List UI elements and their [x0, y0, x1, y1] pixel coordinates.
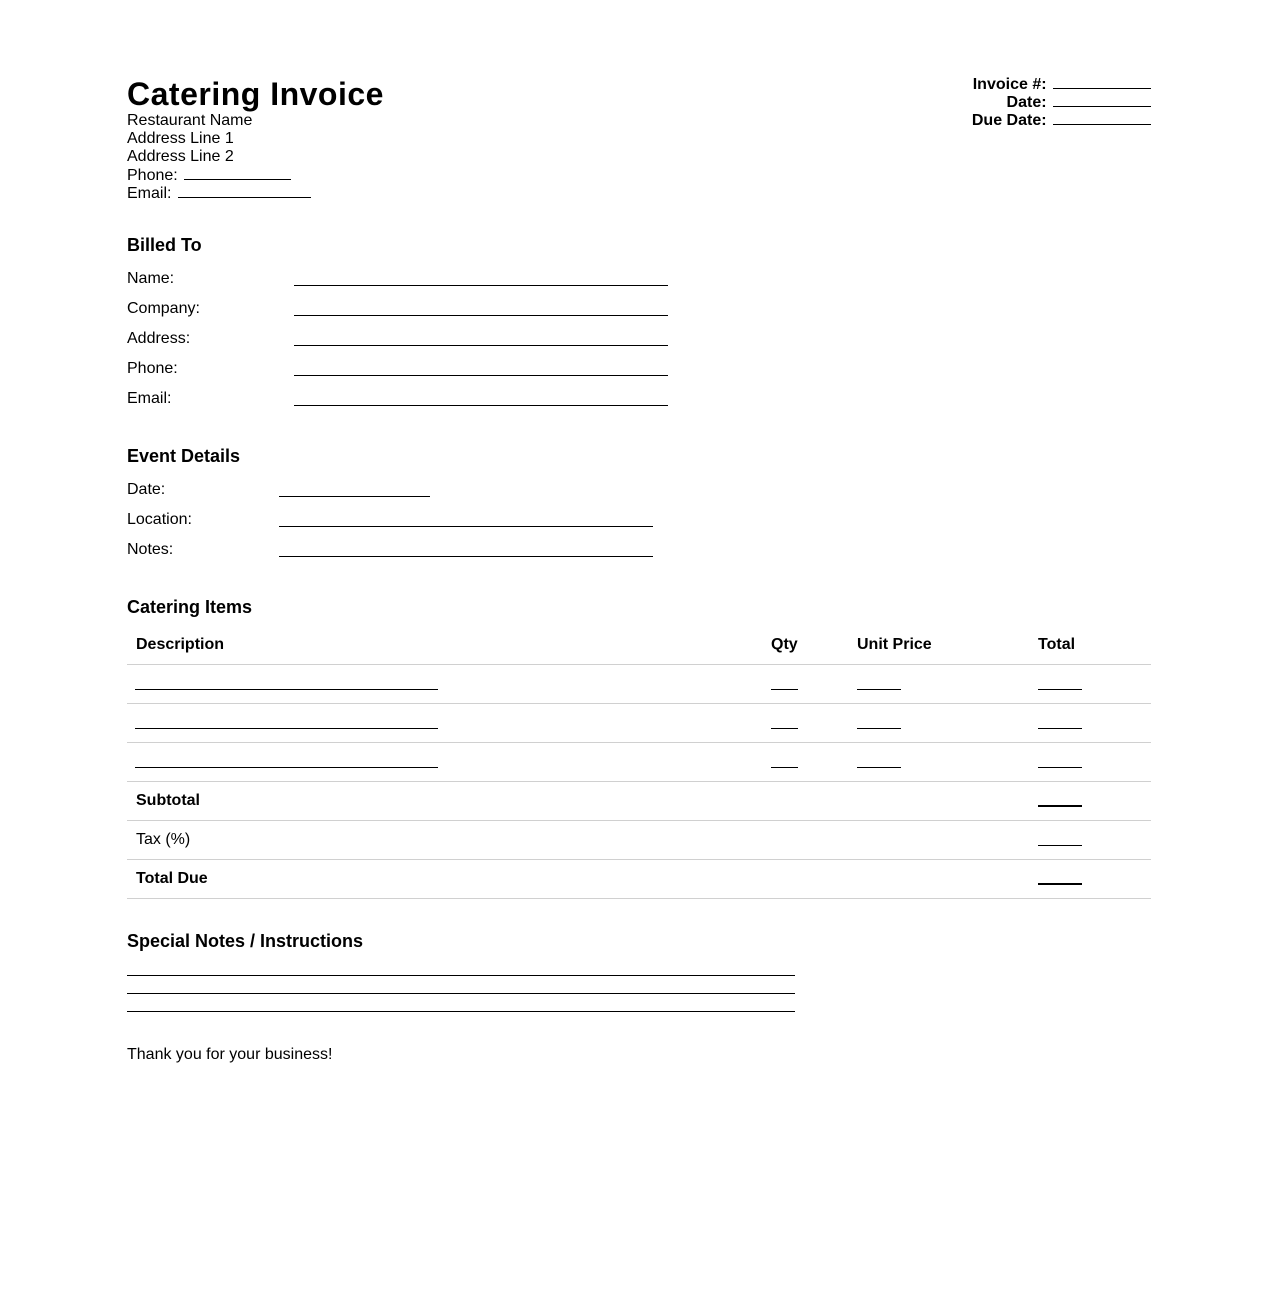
tax-field[interactable] [1038, 845, 1082, 846]
item-description-field[interactable] [135, 728, 438, 729]
event-date-field[interactable] [279, 496, 430, 497]
due-date-label: Due Date: [971, 112, 1047, 129]
invoice-date-field[interactable] [1053, 93, 1151, 107]
billed-email-field[interactable] [294, 405, 668, 406]
address-line-2: Address Line 2 [127, 148, 234, 165]
thank-you-message: Thank you for your business! [127, 1046, 333, 1063]
restaurant-email-row [127, 184, 311, 203]
total-due-field[interactable] [1038, 883, 1082, 885]
billed-company-label: Company: [127, 300, 200, 317]
event-date-label: Date: [127, 481, 166, 498]
phone-field[interactable] [184, 166, 291, 180]
subtotal-label: Subtotal [136, 792, 200, 809]
invoice-title: Catering Invoice [127, 76, 384, 112]
event-details-heading: Event Details [127, 446, 241, 466]
invoice-date-label: Date: [1006, 94, 1047, 111]
billed-phone-label: Phone: [127, 360, 178, 377]
table-divider [127, 742, 1151, 743]
billed-company-field[interactable] [294, 315, 668, 316]
billed-name-label: Name: [127, 270, 175, 287]
item-total-field[interactable] [1038, 689, 1082, 690]
total-due-label: Total Due [136, 870, 208, 887]
invoice-number-label: Invoice #: [972, 76, 1047, 93]
billed-address-field[interactable] [294, 345, 668, 346]
special-notes-line-2[interactable] [127, 993, 795, 994]
due-date-row [972, 111, 1151, 130]
special-notes-heading: Special Notes / Instructions [127, 931, 364, 951]
invoice-number-field[interactable] [1053, 75, 1151, 89]
item-description-field[interactable] [135, 689, 438, 690]
phone-label: Phone: [127, 167, 178, 184]
invoice-date-row [1007, 93, 1151, 112]
column-header-unit-price: Unit Price [857, 636, 932, 653]
column-header-description: Description [136, 636, 225, 653]
billed-address-label: Address: [127, 330, 191, 347]
item-qty-field[interactable] [771, 728, 798, 729]
item-description-field[interactable] [135, 767, 438, 768]
address-line-1: Address Line 1 [127, 130, 234, 147]
item-qty-field[interactable] [771, 689, 798, 690]
item-unit-price-field[interactable] [857, 689, 901, 690]
event-notes-field[interactable] [279, 556, 653, 557]
email-label: Email: [127, 185, 172, 202]
restaurant-phone-row [127, 166, 291, 185]
restaurant-name: Restaurant Name [127, 112, 253, 129]
invoice-number-row [973, 75, 1151, 94]
item-total-field[interactable] [1038, 728, 1082, 729]
table-divider [127, 781, 1151, 782]
item-qty-field[interactable] [771, 767, 798, 768]
table-divider [127, 703, 1151, 704]
table-divider [127, 859, 1151, 860]
item-unit-price-field[interactable] [857, 767, 901, 768]
billed-phone-field[interactable] [294, 375, 668, 376]
billed-to-heading: Billed To [127, 235, 202, 255]
table-divider [127, 820, 1151, 821]
special-notes-line-3[interactable] [127, 1011, 795, 1012]
column-header-qty: Qty [771, 636, 798, 653]
email-field[interactable] [178, 184, 311, 198]
table-divider [127, 664, 1151, 665]
item-unit-price-field[interactable] [857, 728, 901, 729]
subtotal-field[interactable] [1038, 805, 1082, 807]
billed-email-label: Email: [127, 390, 172, 407]
event-location-field[interactable] [279, 526, 653, 527]
item-total-field[interactable] [1038, 767, 1082, 768]
special-notes-line-1[interactable] [127, 975, 795, 976]
catering-items-heading: Catering Items [127, 597, 253, 617]
column-header-total: Total [1038, 636, 1076, 653]
due-date-field[interactable] [1053, 111, 1151, 125]
event-location-label: Location: [127, 511, 192, 528]
billed-name-field[interactable] [294, 285, 668, 286]
event-notes-label: Notes: [127, 541, 174, 558]
tax-label: Tax (%) [136, 831, 191, 848]
table-divider [127, 898, 1151, 899]
